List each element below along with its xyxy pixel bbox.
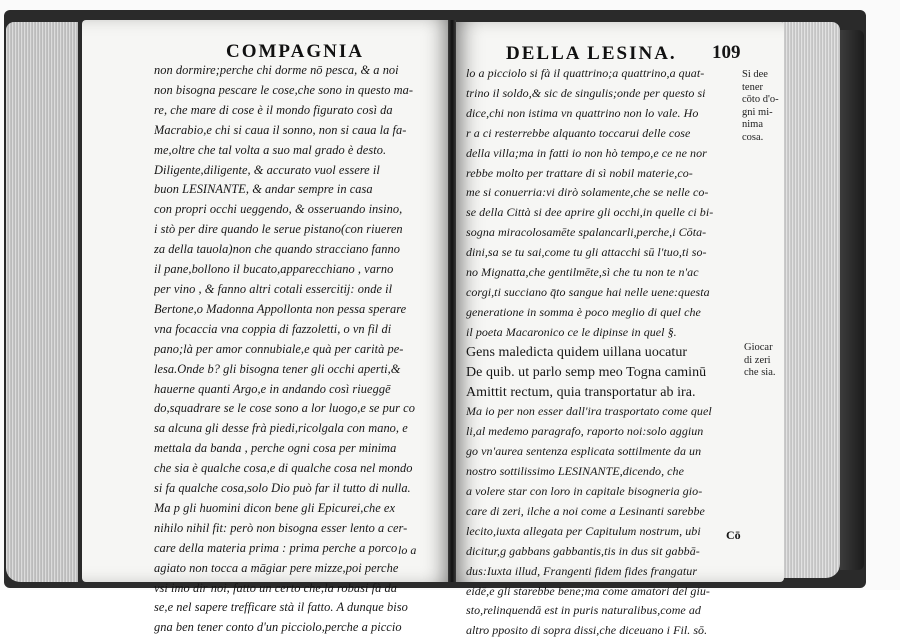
text-line: za della tauola)non che quando stracciano fanno xyxy=(154,242,401,257)
text-line: il poeta Macaronico ce le dipinse in quel §. xyxy=(466,324,677,339)
margin-note-line: cōto d'o- xyxy=(742,94,779,105)
text-line: vna focaccia vna coppia di fazzoletti, o vn fil di xyxy=(154,321,392,336)
text-line: r a ci resterrebbe alquanto toccarui delle cose xyxy=(466,125,691,140)
text-line: a volere star con loro in capitale bisogneria gio- xyxy=(466,484,703,499)
text-line: vsi imo dir noi, fatto un certo che,la robasi fà da xyxy=(154,580,398,595)
text-line: della villa;ma in fatti io non hò tempo,e ce ne nor xyxy=(466,145,707,160)
running-head-right: DELLA LESINA. xyxy=(506,43,677,64)
text-line: De quib. ut parlo semp meo Togna caminū xyxy=(466,364,707,380)
text-line: care della materia prima : prima perche a porco xyxy=(154,540,398,555)
text-line: Amittit rectum, quia transportatur ab ira. xyxy=(466,384,696,400)
margin-note-line: Si dee xyxy=(742,69,768,80)
margin-note-line: nima xyxy=(742,119,763,130)
text-line: per vino , & fanno altri cotali essercitij: onde il xyxy=(154,281,393,296)
text-line: eidē,e gli starebbe bene;ma come amatori del giu- xyxy=(466,583,710,598)
book-gutter xyxy=(448,20,456,582)
text-line: nihilo nihil fit: però non bisogna esser lento a cer- xyxy=(154,520,408,535)
text-line: sto,relinquendā est in puris naturalibus,come ad xyxy=(466,603,701,618)
text-line: gna ben tener conto d'un picciolo,perche a piccio xyxy=(154,620,402,635)
text-line: Gens maledicta quidem uillana uocatur xyxy=(466,344,688,360)
text-line: se della Città si dee aprire gli occhi,in quelle ci bi- xyxy=(466,205,714,220)
text-line: dicitur,g gabbans gabbantis,tis in dus sit gabbā- xyxy=(466,543,700,558)
running-head-left: COMPAGNIA xyxy=(226,41,364,62)
margin-note-line: che sia. xyxy=(744,367,776,378)
text-line: care di zeri, ilche a noi come a Lesinanti sarebbe xyxy=(466,503,705,518)
text-line: Ma io per non esser dall'ira trasportato come quel xyxy=(466,404,712,419)
catchword-left: lo a xyxy=(398,543,417,557)
text-line: lecito,iuxta allegata per Capitulum nostrum, ubi xyxy=(466,523,701,538)
text-line: nostro sottilissimo LESINANTE,dicendo, che xyxy=(466,464,684,479)
text-line: non dormire;perche chi dorme nō pesca, & a noi xyxy=(154,63,399,77)
page-edges-left xyxy=(6,22,78,582)
text-line: dus:Iuxta illud, Frangenti fidem fides frangatur xyxy=(466,563,698,578)
margin-note-1 xyxy=(742,69,779,144)
text-line: pano;là per amor connubiale,e quà per carità pe- xyxy=(154,341,404,356)
text-line: dice,chi non istima vn quattrino non lo vale. Ho xyxy=(466,105,699,120)
text-line: mettala da banda , perche ogni cosa per minima xyxy=(154,441,397,456)
text-line: sa alcuna gli desse frà piedi,ricolgala con mano, e xyxy=(154,421,408,436)
text-line: generatione in somma è poco meglio di quel che xyxy=(466,304,701,319)
text-line: Bertone,o Madonna Appollonta non pessa sperare xyxy=(154,301,407,316)
text-line: agiato non tocca a māgiar pere mizze,poi perche xyxy=(154,560,399,575)
text-line: se,e nel sapere trefficare stà il fatto. A dunque biso xyxy=(154,600,408,615)
text-line: con propri occhi ueggendo, & osseruando insino, xyxy=(154,202,403,217)
margin-note-line: cosa. xyxy=(742,131,764,143)
text-line: lesa.Onde b? gli bisogna tener gli occhi aperti,& xyxy=(154,361,401,376)
margin-note-line: gni mi- xyxy=(742,106,773,118)
text-line: sogna miracolosamēte spalancarli,perche,i Cōta- xyxy=(466,225,707,240)
text-line: lo a picciolo si fà il quattrino;a quattrino,a quat- xyxy=(466,66,705,80)
text-line: trino il soldo,& sic de singulis;onde per questo si xyxy=(466,85,706,100)
text-line: me,oltre che tal volta a suo mal grado è desto. xyxy=(154,142,387,157)
text-line: si fa qualche cosa,solo Dio può far il tutto di nulla. xyxy=(154,481,411,496)
text-line: me si conuerria:vi dirò solamente,che se nelle co- xyxy=(466,185,709,200)
text-line: dini,sa se tu sai,come tu gli attacchi sū l'tuo,ti so- xyxy=(466,245,707,260)
text-line: li,al medemo paragrafo, raporto noi:solo aggiun xyxy=(466,424,704,439)
catchword-right: Cō xyxy=(726,528,741,542)
text-line: rebbe molto per trattare di sì nobil materie,co- xyxy=(466,165,693,180)
text-line: che sia è qualche cosa,e di qualche cosa nel mondo xyxy=(154,461,413,476)
text-line: buon LESINANTE, & andar sempre in casa xyxy=(154,182,373,197)
text-line: do,squadrare se le cose sono a lor luogo,e se pur co xyxy=(154,401,415,416)
text-line: corgi,ti succiano q̄to sangue hai nelle uene:questa xyxy=(466,284,710,299)
text-line: go vn'aurea sentenza esplicata sottilmente da un xyxy=(466,444,702,459)
cover-edge-right xyxy=(840,30,864,570)
text-line: Ma p gli huomini dicon bene gli Epicurei,che ex xyxy=(154,500,396,515)
text-line: non bisogna pescare le cose,che sono in questo ma- xyxy=(154,82,414,97)
text-line: Diligente,diligente, & accurato vuol essere il xyxy=(154,162,380,177)
page-edges-right xyxy=(780,22,840,578)
text-line: il pane,bollono il bucato,apparecchiano , varno xyxy=(154,262,394,277)
page-number: 109 xyxy=(712,42,741,63)
margin-note-2 xyxy=(744,342,776,380)
right-page-text xyxy=(466,64,766,641)
text-line: altro pposito di sopra dissi,che diceuano i Fil. sō. xyxy=(466,623,708,638)
margin-note-line: Giocar xyxy=(744,342,773,353)
text-line: Macrabio,e chi si caua il sonno, non si caua la fa- xyxy=(154,122,407,137)
text-line: hauerne quanti Argo,e in andando così riueggē xyxy=(154,381,391,396)
text-line: i stò per dire quando le serue pistano(con riueren xyxy=(154,222,403,237)
text-line: no Mignatta,che gentilmēte,sì che tu non te n'ac xyxy=(466,265,699,280)
margin-note-line: tener xyxy=(742,81,763,93)
text-line: re, che mare di cose è il mondo figurato così da xyxy=(154,102,393,117)
margin-note-line: di zeri xyxy=(744,354,771,366)
